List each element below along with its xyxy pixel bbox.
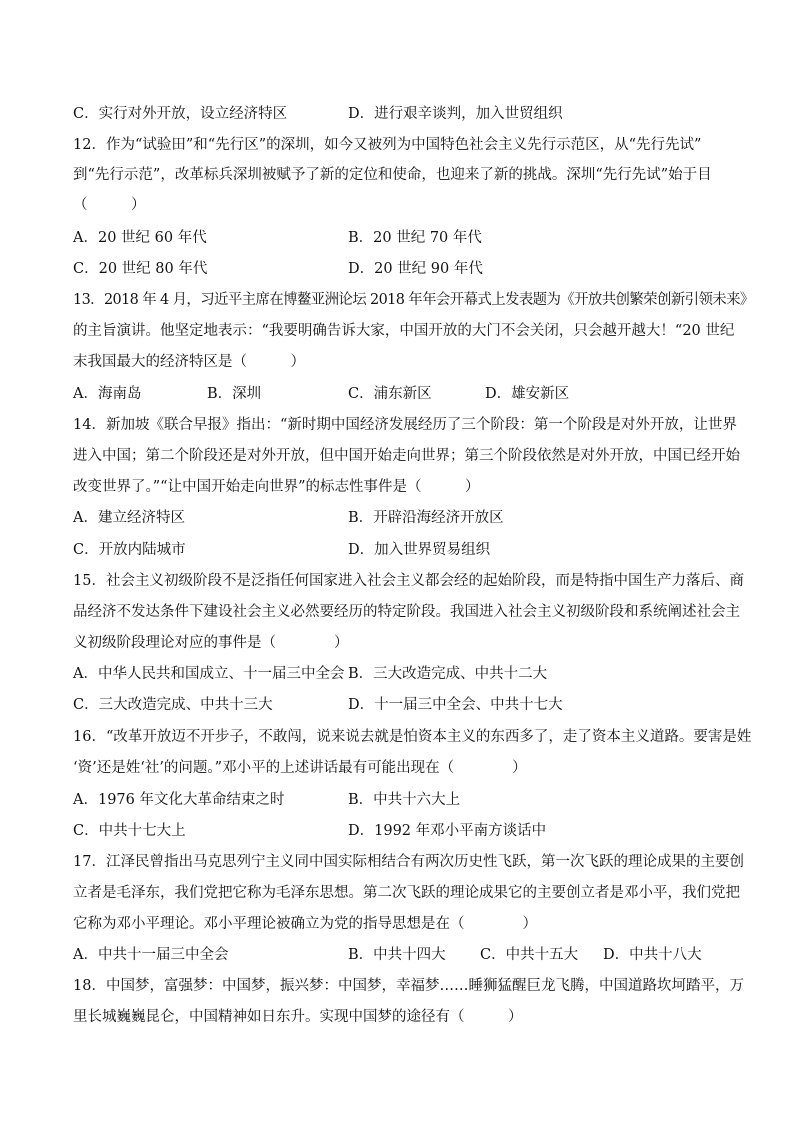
q12-option-c: C．20 世纪 80 年代 bbox=[73, 261, 208, 277]
q17-stem-line-2: 立者是毛泽东，我们党把它称为毛泽东思想。第二次飞跃的理论成果它的主要创立者是邓小平，我们党把 bbox=[73, 885, 740, 901]
q12-option-a: A．20 世纪 60 年代 bbox=[73, 230, 207, 246]
q16-option-c: C．中共十七大上 bbox=[73, 823, 186, 839]
q17-option-d: D．中共十八大 bbox=[603, 947, 702, 963]
q15-option-a: A．中华人民共和国成立、十一届三中全会 bbox=[73, 666, 345, 682]
q18-stem-line-1: 18．中国梦，富强梦：中国梦，振兴梦：中国梦，幸福梦……睡狮猛醒巨龙飞腾，中国道路坎坷踏平，万 bbox=[73, 978, 744, 994]
q16-stem-line-1: 16．“改革开放迈不开步子，不敢闯，说来说去就是怕资本主义的东西多了，走了资本主义道路。要害是姓 bbox=[73, 729, 752, 745]
q13-stem-line-1: 13．2018 年 4 月，习近平主席在博鳌亚洲论坛 2018 年年会开幕式上发表题为《开放共创繁荣创新引领未来》 bbox=[73, 292, 754, 308]
q14-stem-line-3: 改变世界了。”“让中国开始走向世界”的标志性事件是（ ） bbox=[73, 479, 480, 495]
q15-option-b: B．三大改造完成、中共十二大 bbox=[348, 666, 548, 682]
q17-option-c: C．中共十五大 bbox=[480, 947, 579, 963]
q11-option-d: D．进行艰辛谈判，加入世贸组织 bbox=[348, 106, 563, 122]
q16-option-d: D．1992 年邓小平南方谈话中 bbox=[348, 823, 547, 839]
q12-stem-line-1: 12．作为“试验田”和“先行区”的深圳，如今又被列为中国特色社会主义先行示范区，从“先行先试” bbox=[73, 137, 702, 153]
q18-stem-line-2: 里长城巍巍昆仑，中国精神如日东升。实现中国梦的途径有（ ） bbox=[73, 1009, 523, 1025]
q14-option-a: A．建立经济特区 bbox=[73, 510, 185, 526]
q14-option-c: C．开放内陆城市 bbox=[73, 542, 186, 558]
q15-stem-line-1: 15．社会主义初级阶段不是泛指任何国家进入社会主义都会经的起始阶段，而是特指中国生产力落后、商 bbox=[73, 573, 744, 589]
q12-option-b: B．20 世纪 70 年代 bbox=[348, 230, 482, 246]
q14-stem-line-2: 进入中国；第二个阶段还是对外开放，但中国开始走向世界；第三个阶段依然是对外开放，中国已经开始 bbox=[73, 448, 740, 464]
q17-option-b: B．中共十四大 bbox=[348, 947, 446, 963]
q13-stem-line-3: 末我国最大的经济特区是（ ） bbox=[73, 354, 305, 370]
q15-option-d: D．十一届三中全会、中共十七大 bbox=[348, 697, 563, 713]
q13-option-d: D．雄安新区 bbox=[485, 386, 570, 402]
q12-stem-line-2: 到“先行示范”，改革标兵深圳被赋予了新的定位和使命，也迎来了新的挑战。深圳“先行先试”始于目 bbox=[73, 167, 712, 183]
q15-stem-line-2: 品经济不发达条件下建设社会主义必然要经历的特定阶段。我国进入社会主义初级阶段和系统阐述社会主 bbox=[73, 604, 740, 620]
q17-stem-line-3: 它称为邓小平理论。邓小平理论被确立为党的指导思想是在（ ） bbox=[73, 916, 537, 932]
q15-stem-line-3: 义初级阶段理论对应的事件是（ ） bbox=[73, 635, 349, 651]
q14-option-d: D．加入世界贸易组织 bbox=[348, 542, 491, 558]
q13-option-a: A．海南岛 bbox=[73, 386, 142, 402]
q13-option-b: B．深圳 bbox=[207, 386, 262, 402]
q16-option-a: A．1976 年文化大革命结束之时 bbox=[73, 792, 285, 808]
q11-option-c: C．实行对外开放，设立经济特区 bbox=[73, 106, 288, 122]
q17-stem-line-1: 17．江泽民曾指出马克思列宁主义同中国实际相结合有两次历史性飞跃，第一次飞跃的理论成果的主要创 bbox=[73, 854, 744, 870]
q13-option-c: C．浦东新区 bbox=[348, 386, 432, 402]
q12-option-d: D．20 世纪 90 年代 bbox=[348, 261, 483, 277]
q16-option-b: B．中共十六大上 bbox=[348, 792, 461, 808]
q14-stem-line-1: 14．新加坡《联合早报》指出：“新时期中国经济发展经历了三个阶段：第一个阶段是对外开放，让世界 bbox=[73, 417, 737, 433]
q16-stem-line-2: ‘资’还是姓‘社’的问题。”邓小平的上述讲话最有可能出现在（ ） bbox=[73, 760, 527, 776]
q13-stem-line-2: 的主旨演讲。他坚定地表示：“我要明确告诉大家，中国开放的大门不会关闭，只会越开越大！“20 世纪 bbox=[73, 323, 735, 339]
q15-option-c: C．三大改造完成、中共十三大 bbox=[73, 697, 273, 713]
q12-stem-line-3: （ ） bbox=[73, 197, 146, 213]
q17-option-a: A．中共十一届三中全会 bbox=[73, 947, 229, 963]
q14-option-b: B．开辟沿海经济开放区 bbox=[348, 510, 504, 526]
